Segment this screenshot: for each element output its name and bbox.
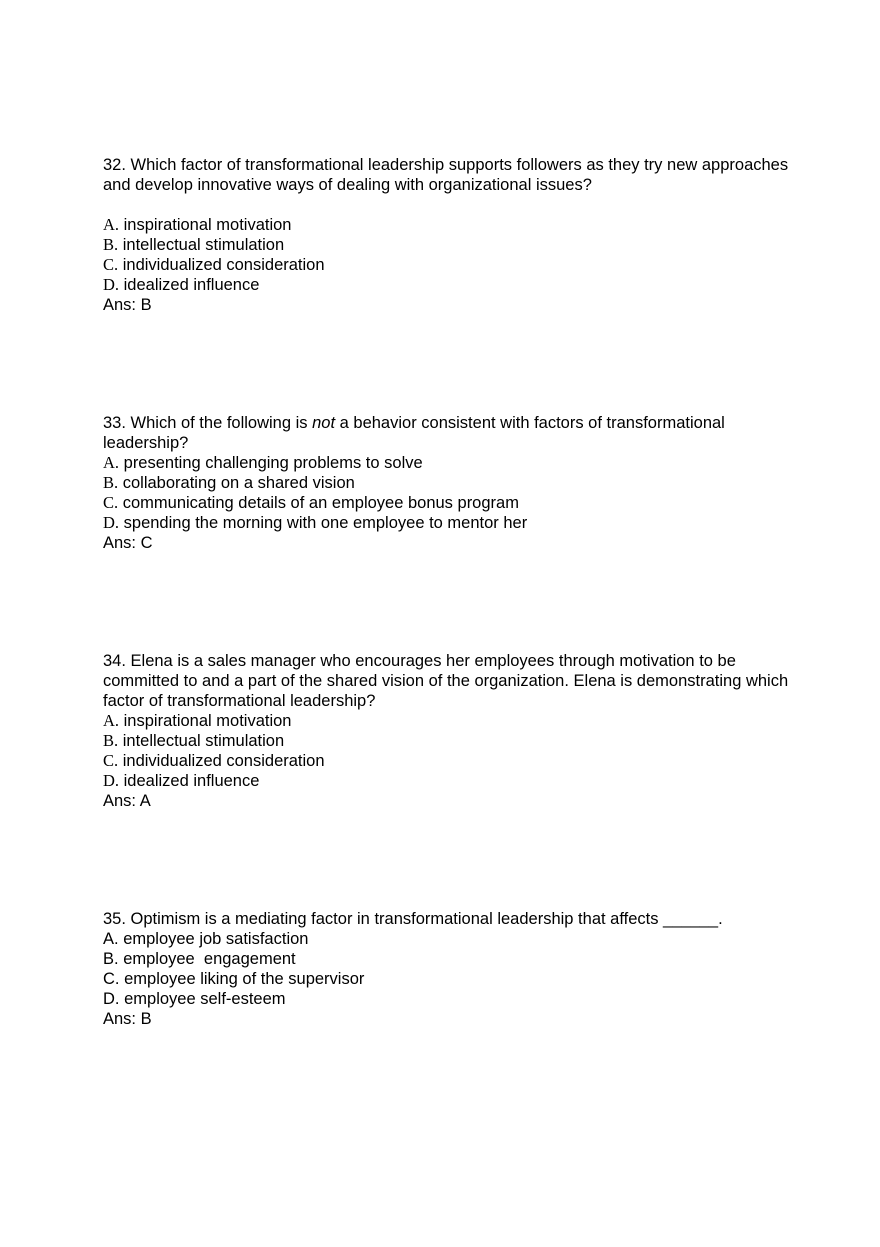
question-text xyxy=(103,651,793,711)
option-letter: C. xyxy=(103,493,119,512)
option-letter: D. xyxy=(103,275,120,294)
question-text xyxy=(103,155,793,195)
option-letter: B. xyxy=(103,950,119,968)
option-letter: A. xyxy=(103,453,120,472)
answer-key: Ans: A xyxy=(103,792,151,810)
option-text: communicating details of an employee bonus program xyxy=(122,494,519,512)
question-number: 32. xyxy=(103,156,126,174)
option-a xyxy=(103,711,793,731)
option-text: spending the morning with one employee to mentor her xyxy=(123,514,528,532)
option-text: employee job satisfaction xyxy=(123,930,309,948)
option-c xyxy=(103,751,793,771)
option-b xyxy=(103,235,793,255)
question-text xyxy=(103,413,793,453)
option-a xyxy=(103,929,793,949)
answer-key: Ans: C xyxy=(103,534,153,552)
option-c xyxy=(103,969,793,989)
option-letter: D. xyxy=(103,990,120,1008)
question-34 xyxy=(103,651,793,811)
question-stem: Which factor of transformational leadership supports followers as they try new approaches and develop innovative ways of dealing with organizational issues? xyxy=(103,156,789,194)
option-c xyxy=(103,255,793,275)
option-b xyxy=(103,731,793,751)
answer-key: Ans: B xyxy=(103,1010,152,1028)
option-a xyxy=(103,215,793,235)
option-text: inspirational motivation xyxy=(123,712,292,730)
option-text: intellectual stimulation xyxy=(122,236,285,254)
option-d xyxy=(103,771,793,791)
option-c xyxy=(103,493,793,513)
option-d xyxy=(103,513,793,533)
option-text: collaborating on a shared vision xyxy=(122,474,355,492)
question-stem-after: a behavior consistent with factors of transformational leadership? xyxy=(103,414,725,452)
question-stem: Elena is a sales manager who encourages her employees through motivation to be committed to and a part of the shared vision of the organization. Elena is demonstrating which factor of transformational leadership? xyxy=(103,652,789,710)
option-text: individualized consideration xyxy=(122,752,325,770)
question-stem-before: Which of the following is xyxy=(130,414,313,432)
option-text: idealized influence xyxy=(123,276,260,294)
option-text: idealized influence xyxy=(123,772,260,790)
question-stem-emphasis: not xyxy=(312,414,336,432)
question-stem: Optimism is a mediating factor in transformational leadership that affects ______. xyxy=(130,910,723,928)
option-letter: B. xyxy=(103,473,119,492)
option-letter: C. xyxy=(103,255,119,274)
option-letter: C. xyxy=(103,751,119,770)
option-text: inspirational motivation xyxy=(123,216,292,234)
option-letter: C. xyxy=(103,970,120,988)
question-35 xyxy=(103,909,793,1029)
question-33 xyxy=(103,413,793,553)
option-d xyxy=(103,275,793,295)
option-text: employee liking of the supervisor xyxy=(124,970,365,988)
question-text xyxy=(103,909,793,929)
question-number: 34. xyxy=(103,652,126,670)
option-letter: D. xyxy=(103,513,120,532)
option-letter: A. xyxy=(103,711,120,730)
option-a xyxy=(103,453,793,473)
option-b xyxy=(103,949,793,969)
option-letter: B. xyxy=(103,235,119,254)
option-text: employee self-esteem xyxy=(124,990,286,1008)
question-32 xyxy=(103,155,793,315)
option-letter: D. xyxy=(103,771,120,790)
option-text: individualized consideration xyxy=(122,256,325,274)
option-b xyxy=(103,473,793,493)
option-letter: A. xyxy=(103,930,119,948)
option-letter: A. xyxy=(103,215,120,234)
answer-key: Ans: B xyxy=(103,296,152,314)
option-text: employee engagement xyxy=(123,950,296,968)
option-letter: B. xyxy=(103,731,119,750)
option-text: presenting challenging problems to solve xyxy=(123,454,423,472)
option-d xyxy=(103,989,793,1009)
option-text: intellectual stimulation xyxy=(122,732,285,750)
question-number: 35. xyxy=(103,910,126,928)
question-number: 33. xyxy=(103,414,126,432)
